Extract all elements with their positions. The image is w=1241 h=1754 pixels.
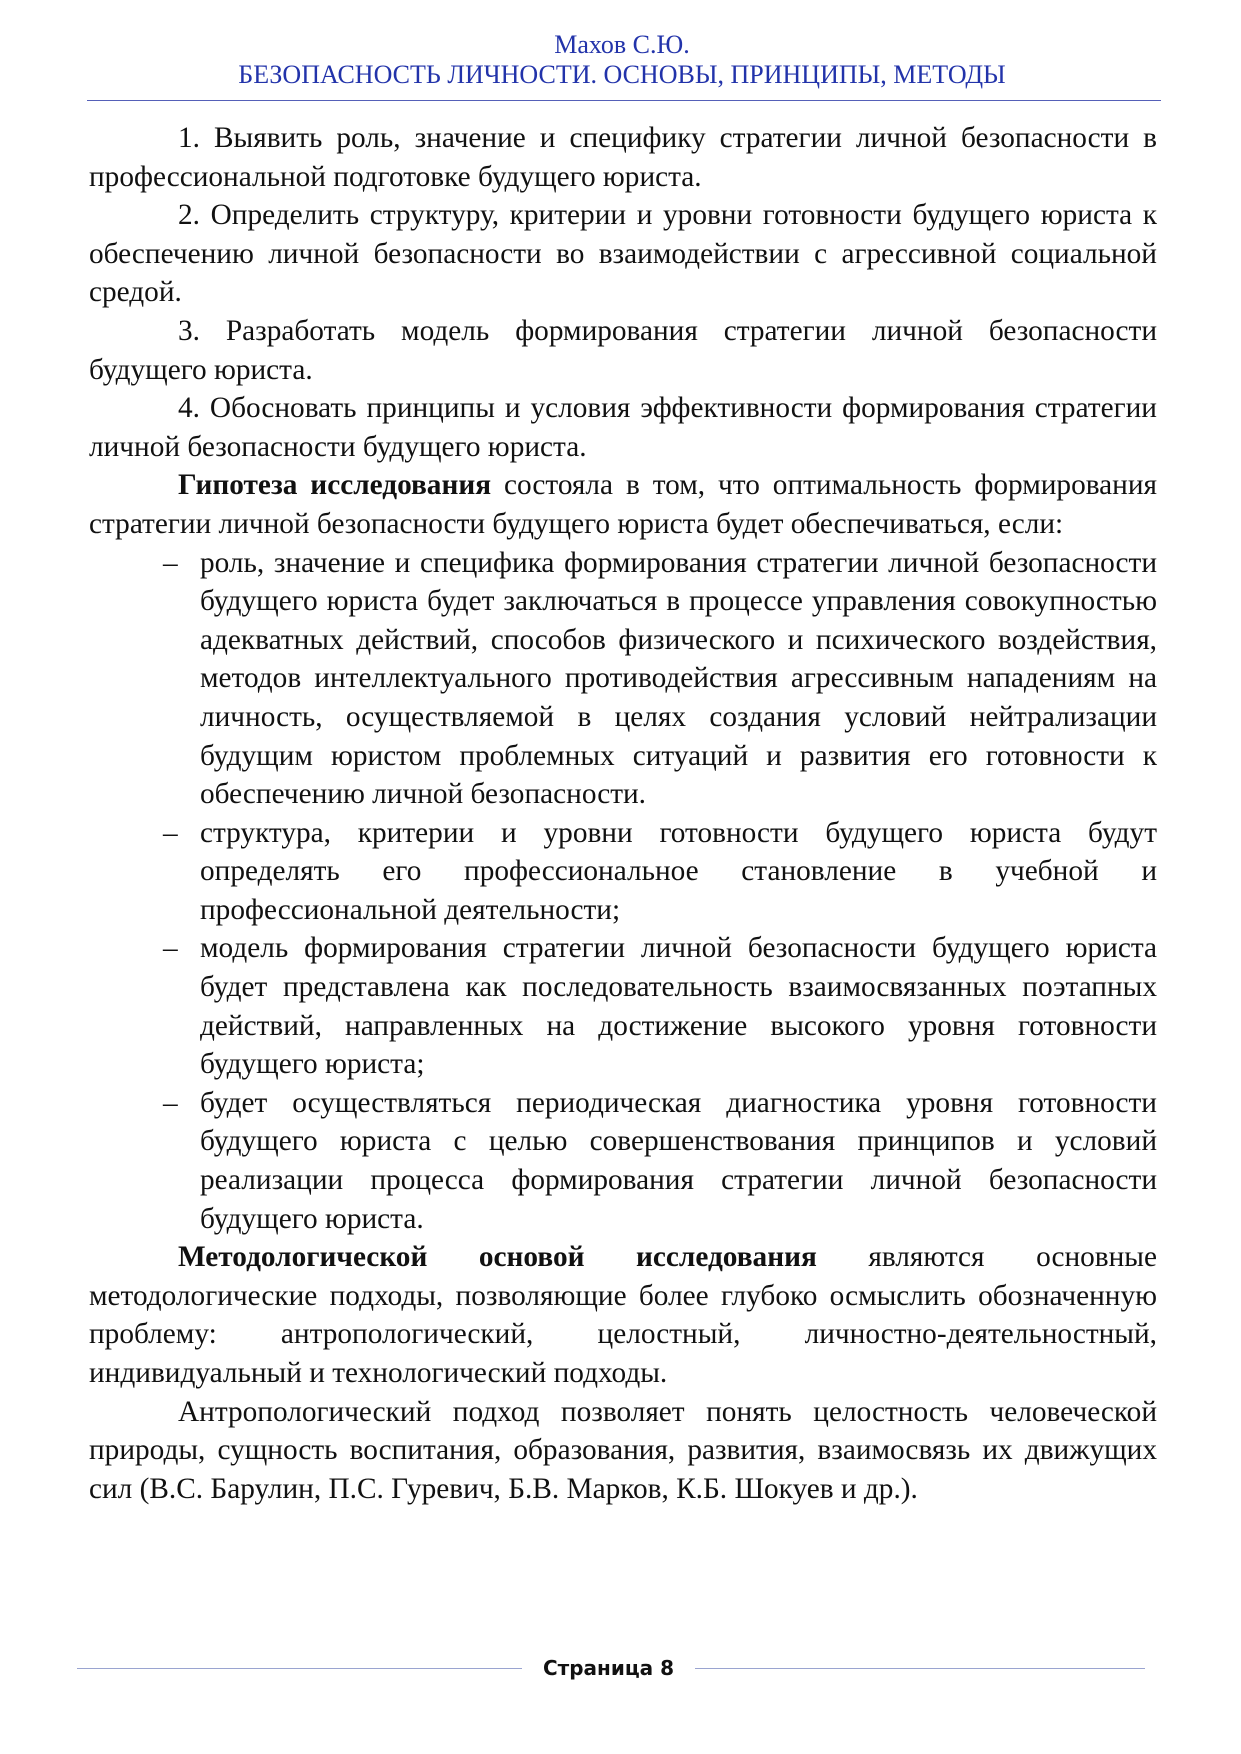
list-item	[89, 814, 1157, 930]
task-3: 3. Разработать модель формирования стратегии личной безопасности будущего юриста.	[89, 314, 1157, 386]
hypothesis-lead: Гипотеза исследования	[178, 469, 492, 502]
dash-bullet: –	[163, 816, 178, 849]
methodology-text: являются основные методологические подходы, позволяющие более глубоко осмыслить обозначенную проблему: антропологический, целостный, личностно-деятельностный, индивидуальный и технологический подходы.	[89, 1241, 1157, 1389]
task-2: 2. Определить структуру, критерии и уровни готовности будущего юриста к обеспечению личной безопасности во взаимодействии с агрессивной социальной средой.	[89, 199, 1157, 309]
dash-bullet: –	[163, 1086, 178, 1119]
list-item	[89, 1084, 1157, 1238]
header-divider	[87, 100, 1161, 101]
page-number: Страница 8	[542, 1656, 675, 1680]
methodology-paragraph	[89, 1238, 1157, 1392]
hypothesis-text: состояла в том, что оптимальность формирования стратегии личной безопасности будущего юриста будет обеспечиваться, если:	[89, 469, 1158, 540]
footer-divider-right	[695, 1668, 1145, 1669]
list-item-text: будет осуществляться периодическая диагностика уровня готовности будущего юриста с целью совершенствования принципов и условий реализации процесса формирования стратегии личной безопасности будущего юриста.	[200, 1086, 1157, 1235]
hypothesis-paragraph	[89, 466, 1157, 543]
header-title: БЕЗОПАСНОСТЬ ЛИЧНОСТИ. ОСНОВЫ, ПРИНЦИПЫ, МЕТОДЫ	[238, 60, 1006, 89]
list-item-text: структура, критерии и уровни готовности будущего юриста будут определять его профессиональное становление в учебной и профессиональной деятельности;	[200, 816, 1157, 926]
task-4: 4. Обосновать принципы и условия эффективности формирования стратегии личной безопасности будущего юриста.	[89, 392, 1157, 463]
hypothesis-conditions-list	[89, 544, 1157, 1239]
list-item	[89, 544, 1157, 814]
dash-bullet: –	[163, 546, 178, 579]
list-item-text: роль, значение и специфика формирования стратегии личной безопасности будущего юриста будет заключаться в процессе управления совокупностью адекватных действий, способов физического и психического воздействия, методов интеллектуального противодействия агрессивным нападениям на личность, осуществляемой в целях создания условий нейтрализации будущим юристом проблемных ситуаций и развития его готовности к обеспечению личной безопасности.	[200, 546, 1157, 811]
task-1: 1. Выявить роль, значение и специфику стратегии личной безопасности в профессиональной подготовке будущего юриста.	[89, 122, 1157, 193]
running-header	[87, 30, 1157, 90]
list-item	[89, 929, 1157, 1083]
header-author: Махов С.Ю.	[554, 30, 690, 59]
methodology-lead: Методологической основой исследования	[178, 1241, 817, 1274]
page-body	[89, 119, 1157, 1508]
dash-bullet: –	[163, 932, 178, 965]
list-item-text: модель формирования стратегии личной безопасности будущего юриста будет представлена как последовательность взаимосвязанных поэтапных действий, направленных на достижение высокого уровня готовности будущего юриста;	[200, 932, 1157, 1081]
footer-divider-left	[77, 1668, 522, 1669]
anthropology-paragraph: Антропологический подход позволяет понять целостность человеческой природы, сущность воспитания, образования, развития, взаимосвязь их движущих сил (В.С. Барулин, П.С. Гуревич, Б.В. Марков, К.Б. Шокуев и др.).	[89, 1395, 1157, 1505]
